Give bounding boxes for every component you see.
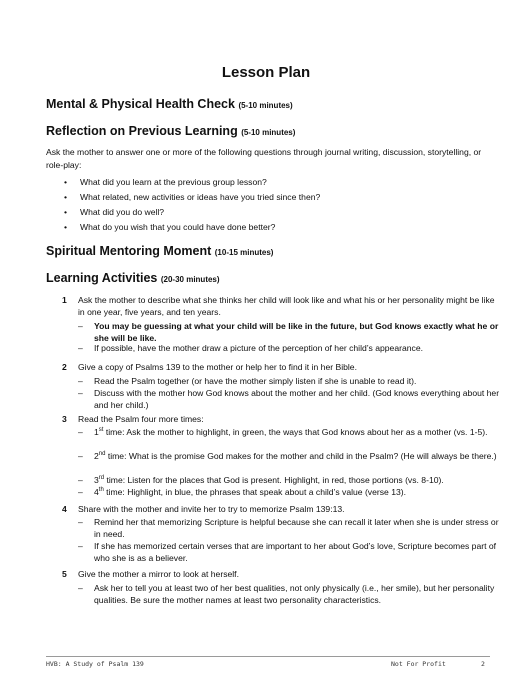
heading-health-check [46, 97, 293, 111]
ordinal-suffix: th [98, 487, 104, 494]
footer-document-title: HVB: A Study of Psalm 139 [46, 660, 144, 668]
heading-duration: (5-10 minutes) [241, 128, 296, 137]
list-item-text: What did you learn at the previous group lesson? [80, 177, 267, 187]
ordinal: 3 [94, 475, 99, 485]
bullet-icon: • [64, 222, 68, 232]
ordinal: 2 [94, 451, 99, 461]
sub-item-text [94, 474, 500, 486]
sub-item-text [94, 426, 500, 438]
sub-item-text: Ask her to tell you at least two of her best qualities, not only physically (i.e., her smile), but her personality qualities. Be sure the mother names at least two personality characteristics. [94, 583, 495, 605]
heading-duration: (10-15 minutes) [214, 248, 274, 257]
sub-item-rest: time: Listen for the places that God is present. Highlight, in red, those portions (vs. 8-10). [104, 475, 444, 485]
activity-number: 4 [62, 504, 67, 514]
heading-text: Learning Activities [46, 271, 158, 285]
list-item-text: What do you wish that you could have done better? [80, 222, 276, 232]
dash-icon: – [78, 388, 83, 398]
dash-icon: – [78, 583, 83, 593]
dash-icon: – [78, 451, 83, 461]
list-item-text: What related, new activities or ideas have you tried since then? [80, 192, 321, 202]
sub-item-rest: time: Ask the mother to highlight, in green, the ways that God knows about her as a mother (vs. 1-5). [103, 427, 488, 437]
dash-icon: – [78, 343, 83, 353]
bullet-icon: • [64, 192, 68, 202]
sub-item-text [94, 486, 500, 498]
reflection-intro: Ask the mother to answer one or more of the following questions through journal writing, discussion, storytelling, or role-play: [46, 147, 482, 170]
heading-spiritual-mentoring [46, 244, 273, 258]
sub-item-text: Discuss with the mother how God knows about the mother and her child. (God knows everything about her and her child.) [94, 388, 500, 410]
activity-text: Share with the mother and invite her to try to memorize Psalm 139:13. [78, 504, 345, 514]
activity-text: Give the mother a mirror to look at herself. [78, 569, 239, 579]
sub-item-text: Remind her that memorizing Scripture is helpful because she can recall it later when she is under stress or in need. [94, 517, 499, 539]
sub-item-text: If she has memorized certain verses that are important to her about God’s love, Scripture becomes part of who she is as a believer. [94, 541, 497, 563]
dash-icon: – [78, 376, 83, 386]
ordinal: 1 [94, 427, 99, 437]
dash-icon: – [78, 517, 83, 527]
ordinal-suffix: nd [98, 451, 106, 458]
activity-number: 3 [62, 414, 67, 424]
heading-duration: (20-30 minutes) [160, 275, 220, 284]
sub-item-text [94, 450, 500, 462]
heading-duration: (5-10 minutes) [238, 101, 293, 110]
ordinal-suffix: st [98, 427, 104, 434]
activity-number: 1 [62, 295, 67, 305]
bullet-icon: • [64, 177, 68, 187]
heading-learning-activities [46, 271, 220, 285]
heading-text: Reflection on Previous Learning [46, 124, 238, 138]
dash-icon: – [78, 475, 83, 485]
sub-item-text: You may be guessing at what your child will be like in the future, but God knows exactly what he or she will be like. [94, 321, 499, 343]
footer-notice: Not For Profit [391, 660, 446, 668]
sub-item-rest: time: What is the promise God makes for the mother and child in the Psalm? (He will always be there.) [105, 451, 497, 461]
sub-item-text: If possible, have the mother draw a picture of the perception of her child’s appearance. [94, 343, 423, 353]
page-number: 2 [481, 660, 485, 668]
dash-icon: – [78, 487, 83, 497]
footer-divider [46, 656, 490, 657]
dash-icon: – [78, 427, 83, 437]
activity-text: Ask the mother to describe what she thinks her child will look like and what his or her personality might be like in one year, five years, and ten years. [78, 295, 495, 317]
heading-reflection [46, 124, 295, 138]
dash-icon: – [78, 541, 83, 551]
heading-text: Mental & Physical Health Check [46, 97, 235, 111]
list-item [64, 176, 320, 191]
ordinal-suffix: rd [98, 475, 105, 482]
list-item [64, 221, 320, 236]
activity-text: Read the Psalm four more times: [78, 414, 204, 424]
ordinal: 4 [94, 487, 99, 497]
heading-text: Spiritual Mentoring Moment [46, 244, 212, 258]
page-title: Lesson Plan [221, 64, 311, 81]
reflection-questions [64, 176, 320, 236]
sub-item-text: Read the Psalm together (or have the mother simply listen if she is unable to read it). [94, 376, 417, 386]
sub-item-rest: time: Highlight, in blue, the phrases that speak about a child’s value (verse 13). [103, 487, 407, 497]
list-item [64, 206, 320, 221]
activity-number: 5 [62, 569, 67, 579]
list-item-text: What did you do well? [80, 207, 165, 217]
bullet-icon: • [64, 207, 68, 217]
dash-icon: – [78, 321, 83, 331]
activity-number: 2 [62, 362, 67, 372]
activity-text: Give a copy of Psalms 139 to the mother or help her to find it in her Bible. [78, 362, 357, 372]
list-item [64, 191, 320, 206]
